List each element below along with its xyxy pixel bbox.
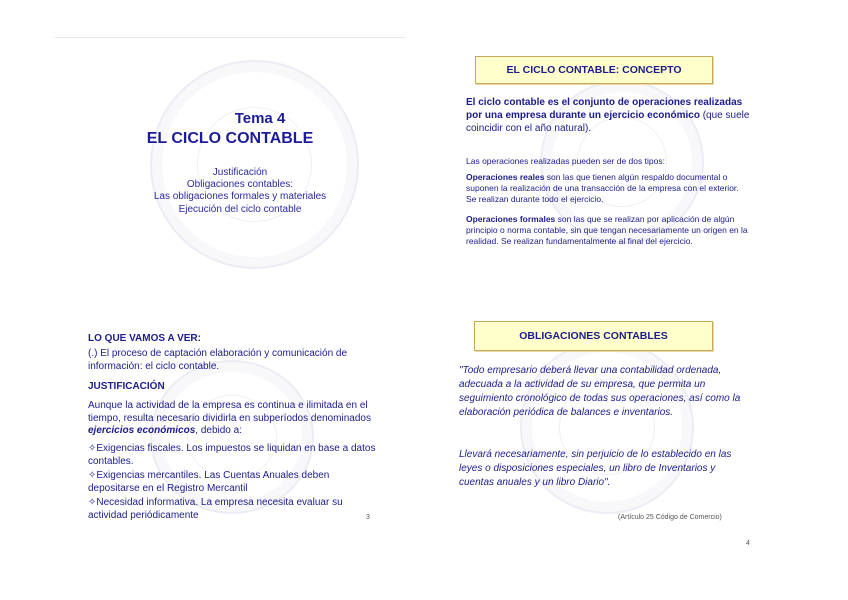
real-operations-text: son las que tienen algún respaldo documental o suponen la realización de una transacción de la empresa con el exterior. Se realizan durante todo el ejercicio. xyxy=(466,172,739,204)
toc-item: Obligaciones contables: xyxy=(186,179,294,190)
justification-text-end: , debido a: xyxy=(195,425,242,436)
formal-operations-label: Operaciones formales xyxy=(466,214,556,224)
concept-title-box xyxy=(475,56,713,84)
bullet-item xyxy=(88,470,380,495)
economic-periods-term: ejercicios económicos xyxy=(88,425,196,436)
concept-title: EL CICLO CONTABLE: CONCEPTO xyxy=(506,64,682,76)
formal-operations xyxy=(466,214,751,247)
bullet-text: Exigencias fiscales. Los impuestos se liquidan en base a datos contables. xyxy=(88,443,376,467)
bullet-text: Exigencias mercantiles. Las Cuentas Anuales deben depositarse en el Registro Mercantil xyxy=(88,470,330,494)
justification-text: Aunque la actividad de la empresa es continua e ilimitada en el tiempo, resulta necesario dividirla en subperíodos denominados xyxy=(88,400,371,424)
page-top-rule xyxy=(55,37,405,38)
page-number: 4 xyxy=(746,540,750,547)
obligations-title: OBLIGACIONES CONTABLES xyxy=(519,330,668,342)
intro-text: (.) El proceso de captación elaboración y comunicación de información: el ciclo contable. xyxy=(88,348,348,372)
sparkle-bullet-icon: ✧ xyxy=(88,497,97,508)
quote-paragraph-2: Llevará necesariamente, sin perjuicio de lo establecido en las leyes o disposiciones especiales, un libro de Inventarios y cuentas anuales y un libro Diario". xyxy=(459,449,732,488)
quote-paragraph-1: "Todo empresario deberá llevar una contabilidad ordenada, adecuada a la actividad de su empresa, que permita un seguimiento cronológico de todas sus operaciones, así como la elaboración periódica de balances e inventarios. xyxy=(459,365,741,418)
bullet-item xyxy=(88,443,380,468)
operation-types-intro: Las operaciones realizadas pueden ser de dos tipos: xyxy=(466,156,665,166)
obligations-title-box xyxy=(474,321,713,351)
toc-item: Ejecución del ciclo contable xyxy=(178,204,302,215)
slide-title-line2: EL CICLO CONTABLE xyxy=(146,130,314,147)
section-heading-justification: JUSTIFICACIÓN xyxy=(88,381,165,392)
toc-item: Las obligaciones formales y materiales xyxy=(153,191,327,202)
real-operations-label: Operaciones reales xyxy=(466,172,545,182)
page-number: 3 xyxy=(366,514,370,521)
bullet-item xyxy=(88,497,373,522)
definition-bold: El ciclo contable es el conjunto de operaciones realizadas por una empresa durante un ejercicio económico xyxy=(466,97,743,121)
sparkle-bullet-icon: ✧ xyxy=(88,470,97,481)
toc-item: Justificación xyxy=(212,167,268,178)
justification-paragraph xyxy=(88,400,380,438)
definition-normal: (que suele coincidir con el año natural). xyxy=(466,110,750,134)
legal-citation: (Artículo 25 Código de Comercio) xyxy=(618,514,722,521)
slide-title-line1: Tema 4 xyxy=(234,110,286,127)
section-heading-what-we-see: LO QUE VAMOS A VER: xyxy=(88,333,201,344)
cycle-definition xyxy=(466,96,751,135)
bullet-text: Necesidad informativa. La empresa necesita evaluar su actividad periódicamente xyxy=(88,497,343,521)
watermark-seal-1 xyxy=(150,60,359,269)
sparkle-bullet-icon: ✧ xyxy=(88,443,97,454)
real-operations xyxy=(466,172,751,205)
formal-operations-text: son las que se realizan por aplicación de algún principio o norma contable, sin que tengan necesariamente un origen en la realidad. Se realizan fundamentalmente al final del ejercicio. xyxy=(466,214,748,246)
